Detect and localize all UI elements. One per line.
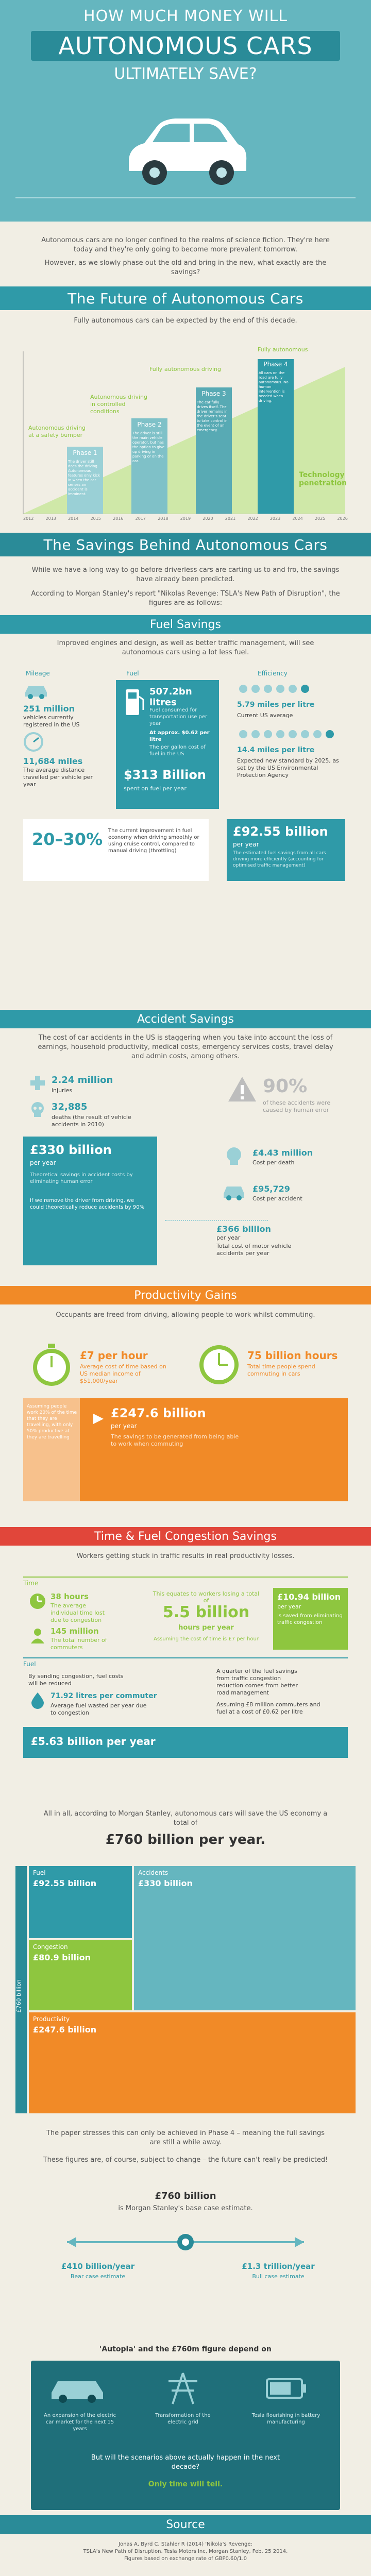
- autopia-d2: Transformation of the electric grid: [155, 2413, 211, 2425]
- year-tick: 2026: [337, 516, 348, 521]
- accident-panel: [0, 1033, 371, 1286]
- accident-r3-unit: per year: [216, 1234, 241, 1241]
- productivity-p1-value: £7 per hour: [80, 1349, 148, 1362]
- phase-4-label: Phase 4: [263, 361, 288, 368]
- year-tick: 2024: [292, 516, 303, 521]
- fuel-2-value: At approx. $0.62 per litre: [149, 730, 210, 742]
- fuel-1-value: 507.2bn litres: [149, 686, 192, 708]
- caveat-panel: [0, 2129, 371, 2345]
- estimate-scale: [62, 2227, 309, 2258]
- summary-productivity-name: Productivity: [33, 2015, 70, 2023]
- congestion-c2-value: 145 million: [50, 1626, 99, 1636]
- summary-fuel-name: Fuel: [33, 1869, 46, 1876]
- year-tick: 2025: [314, 516, 326, 521]
- caveat-paragraph-1: The paper stresses this can only be achieved in Phase 4 – meaning the full savings are still a while away.: [46, 2129, 325, 2146]
- summary-congestion-cell: [29, 1940, 132, 2010]
- fuel-3-value: $313 Billion: [124, 768, 206, 782]
- congestion-c7-desc: A quarter of the fuel savings from traffic congestion reduction comes from better road management: [216, 1668, 298, 1696]
- fuel-pct-value: 20–30%: [32, 829, 103, 849]
- eff-2-value: 14.4 miles per litre: [237, 746, 315, 754]
- productivity-p2-value: 75 billion hours: [247, 1349, 338, 1362]
- summary-congestion-value: £80.9 billion: [33, 1953, 91, 1962]
- car-small-icon: [23, 681, 49, 700]
- col-fuel: Fuel: [126, 670, 139, 677]
- source-line-2: TSLA's New Path of Disruption. Tesla Motors Inc, Morgan Stanley, Feb. 25 2014.: [83, 2549, 288, 2554]
- congestion-c6-value: 71.92 litres per commuter: [50, 1692, 157, 1700]
- eff-1-value: 5.79 miles per litre: [237, 701, 315, 709]
- caveat-base-value: £760 billion: [155, 2191, 216, 2201]
- car-icon: [119, 98, 252, 196]
- summary-fuel-cell: [29, 1866, 132, 1938]
- caveat-low-value: £410 billion/year: [61, 2262, 135, 2271]
- caveat-high-desc: Bull case estimate: [252, 2273, 305, 2280]
- behind-intro: [0, 556, 371, 615]
- congestion-c2-desc: The total number of commuters: [50, 1637, 107, 1651]
- year-tick: 2019: [180, 516, 191, 521]
- accident-r1-value: £4.43 million: [252, 1148, 313, 1158]
- fuel-total-unit: per year: [233, 841, 259, 848]
- phase-1-heading: Autonomous driving at a safety bumper: [28, 425, 86, 438]
- col-mileage: Mileage: [26, 670, 50, 677]
- accident-connector: [165, 1220, 268, 1221]
- fuel-drop-icon: [28, 1691, 47, 1709]
- year-tick: 2020: [203, 516, 213, 521]
- source-line-3: Figures based on exchange rate of GBP0.60/1.0: [124, 2556, 247, 2562]
- fuel-label: Fuel: [23, 1660, 36, 1668]
- congestion-c6-desc: Average fuel wasted per year due to congestion: [50, 1702, 147, 1716]
- congestion-intro: Workers getting stuck in traffic results in real productivity losses.: [76, 1552, 295, 1560]
- phase-2-label: Phase 2: [137, 421, 162, 428]
- caveat-high-value: £1.3 trillion/year: [242, 2262, 315, 2271]
- congestion-c3-desc: This equates to workers losing a total of: [153, 1590, 260, 1604]
- congestion-c1-desc: The average individual time lost due to congestion: [50, 1602, 105, 1623]
- phase-4-desc: All cars on the road are fully autonomous. No human intervention is needed when driving.: [259, 371, 289, 403]
- congestion-c5-desc: By sending congestion, fuel costs will be reduced: [28, 1673, 124, 1687]
- autopia-question: But will the scenarios above actually happen in the next decade?: [91, 2454, 280, 2471]
- behind-paragraph-2: According to Morgan Stanley's report "Nikolas Revenge: TSLA's New Path of Disruption", the figures are as follows:: [31, 590, 340, 607]
- summary-accidents-name: Accidents: [138, 1869, 168, 1876]
- efficiency-drops-icon-2: [237, 726, 340, 742]
- summary-total: £760 billion per year.: [105, 1832, 266, 1848]
- productivity-p1-desc: Average cost of time based on US median income of $51,000/year: [80, 1363, 166, 1384]
- warning-icon: [227, 1075, 258, 1104]
- accident-pct-value: 90%: [263, 1076, 308, 1097]
- summary-paragraph: All in all, according to Morgan Stanley, autonomous cars will save the US economy a total of: [43, 1810, 328, 1827]
- eff-2-desc: Expected new standard by 2025, as set by the US Environmental Protection Agency: [237, 757, 339, 778]
- title-line-3: ULTIMATELY SAVE?: [114, 65, 257, 83]
- year-tick: 2021: [225, 516, 236, 521]
- congestion-c3-note: Assuming the cost of time is £7 per hour: [154, 1636, 259, 1642]
- electric-car-icon: [46, 2370, 108, 2406]
- intro-paragraph-1: Autonomous cars are no longer confined to the realms of science fiction. They're here today and they're only going to become more prevalent tomorrow.: [41, 236, 330, 253]
- autopia-d1: An expansion of the electric car market for the next 15 years: [44, 2413, 116, 2432]
- skull-icon: [28, 1100, 47, 1119]
- time-divider: [23, 1577, 348, 1578]
- year-tick: 2014: [68, 516, 79, 521]
- col-efficiency: Efficiency: [258, 670, 288, 677]
- congestion-c4-unit: per year: [277, 1603, 301, 1610]
- accident-r3-value: £366 billion: [216, 1224, 271, 1234]
- caveat-base-desc: is Morgan Stanley's base case estimate.: [118, 2205, 253, 2212]
- section-title-productivity: Productivity Gains: [0, 1286, 371, 1304]
- congestion-c8-desc: Assuming £8 million commuters and fuel at a cost of £0.62 per litre: [216, 1701, 321, 1715]
- mileage-2-value: 11,684 miles: [23, 756, 83, 766]
- fuel-panel: [0, 639, 371, 1010]
- fuel-1-desc: Fuel consumed for transportation use per year: [149, 707, 208, 726]
- congestion-c1-value: 38 hours: [50, 1592, 89, 1601]
- future-subtitle: Fully autonomous cars can be expected by the end of this decade.: [74, 317, 297, 325]
- behind-paragraph-1: While we have a long way to go before driverless cars are carting us to and fro, the savings have already been predicted.: [31, 566, 340, 583]
- power-grid-icon: [157, 2370, 209, 2406]
- phase-3-heading: Fully autonomous driving: [149, 366, 221, 372]
- section-title-congestion: Time & Fuel Congestion Savings: [0, 1527, 371, 1546]
- congestion-c3-unit: hours per year: [178, 1624, 234, 1632]
- phase-2-heading: Autonomous driving in controlled conditions: [90, 394, 147, 415]
- productivity-total-value: £247.6 billion: [111, 1406, 206, 1420]
- section-title-accident: Accident Savings: [0, 1010, 371, 1028]
- source-panel: [0, 2541, 371, 2576]
- summary-fuel-value: £92.55 billion: [33, 1878, 97, 1888]
- accident-r3-desc: Total cost of motor vehicle accidents per year: [216, 1243, 292, 1257]
- header: [0, 0, 371, 222]
- fuel-total-value: £92.55 billion: [233, 824, 328, 839]
- autopia-answer: Only time will tell.: [148, 2480, 223, 2488]
- fuel-intro: Improved engines and design, as well as better traffic management, will see autonomous cars using a lot less fuel.: [57, 639, 314, 656]
- year-tick: 2013: [45, 516, 56, 521]
- year-tick: 2018: [158, 516, 168, 521]
- phase-1-desc: The driver still does the driving. Autonomous features only kick in when the car senses an accident is imminent.: [68, 460, 100, 496]
- time-label: Time: [23, 1580, 39, 1587]
- accident-left-desc-2: If we remove the driver from driving, we could theoretically reduce accidents by 90%: [30, 1198, 145, 1210]
- year-tick: 2012: [23, 516, 34, 521]
- road-line: [15, 197, 356, 198]
- death-cost-icon: [222, 1144, 246, 1169]
- mileage-1-value: 251 million: [23, 704, 75, 714]
- source-line-1: Jonas A, Byrd C, Stahler R (2014) 'Nikola's Revenge:: [119, 2541, 252, 2547]
- tech-penetration-label: Technology penetration: [299, 471, 347, 487]
- efficiency-drops-icon: [237, 681, 340, 697]
- injury-icon: [28, 1074, 47, 1092]
- summary-panel: [0, 1809, 371, 2129]
- productivity-p2-desc: Total time people spend commuting in cars: [247, 1363, 315, 1377]
- accident-injuries-value: 2.24 million: [52, 1075, 113, 1086]
- congestion-c4-value: £10.94 billion: [277, 1592, 341, 1602]
- intro: [0, 222, 371, 286]
- clock-icon: [196, 1342, 242, 1388]
- caveat-low-desc: Bear case estimate: [70, 2273, 126, 2280]
- productivity-note: Assuming people work 20% of the time that they are travelling, with only 50% productive at they are travelling: [27, 1404, 77, 1440]
- mileage-1-desc: vehicles currently registered in the US: [23, 714, 80, 728]
- autopia-heading: 'Autopia' and the £760m figure depend on: [99, 2345, 272, 2353]
- future-chart: [0, 316, 371, 533]
- fuel-3-desc: spent on fuel per year: [124, 785, 187, 792]
- autopia-panel: [0, 2345, 371, 2515]
- mileage-2-desc: The average distance travelled per vehicle per year: [23, 767, 93, 788]
- accident-intro: The cost of car accidents in the US is staggering when you take into account the loss of earnings, household productivity, medical costs, emergency services costs, travel delay and admin costs, among others.: [38, 1034, 333, 1060]
- battery-icon: [263, 2370, 309, 2406]
- productivity-total-unit: per year: [111, 1422, 137, 1430]
- accident-left-unit: per year: [30, 1159, 56, 1166]
- accident-left-value: £330 billion: [30, 1143, 112, 1157]
- summary-accidents-value: £330 billion: [138, 1878, 193, 1888]
- accident-left-desc-1: Theoretical savings in accident costs by eliminating human error: [30, 1172, 133, 1184]
- accident-deaths-value: 32,885: [52, 1101, 88, 1112]
- congestion-c4-desc: Is saved from eliminating traffic congestion: [277, 1613, 343, 1625]
- accident-r2-value: £95,729: [252, 1184, 290, 1194]
- year-axis: [23, 516, 348, 521]
- title-line-1: HOW MUCH MONEY WILL: [83, 7, 288, 25]
- intro-paragraph-2: However, as we slowly phase out the old and bring in the new, what exactly are the savings?: [44, 259, 327, 276]
- eff-1-desc: Current US average: [237, 712, 293, 719]
- phase-3-label: Phase 3: [201, 390, 226, 397]
- year-tick: 2015: [90, 516, 101, 521]
- title-line-2: AUTONOMOUS CARS: [31, 31, 340, 61]
- accident-r1-desc: Cost per death: [252, 1159, 295, 1166]
- autopia-d3: Tesla flourishing in battery manufacturing: [251, 2413, 321, 2425]
- stopwatch-icon: [28, 1342, 75, 1388]
- section-title-future: The Future of Autonomous Cars: [0, 286, 371, 310]
- accident-deaths-desc: deaths (the result of vehicle accidents in 2010): [52, 1114, 131, 1128]
- crash-car-icon: [222, 1180, 246, 1201]
- congestion-panel: [0, 1552, 371, 1809]
- fuel-pump-icon: [124, 686, 146, 717]
- phase-4-heading: Fully autonomous: [258, 346, 308, 353]
- productivity-panel: [0, 1311, 371, 1527]
- accident-r2-desc: Cost per accident: [252, 1195, 302, 1202]
- year-tick: 2022: [247, 516, 258, 521]
- summary-productivity-value: £247.6 billion: [33, 2025, 97, 2035]
- section-title-fuel: Fuel Savings: [0, 615, 371, 634]
- productivity-intro: Occupants are freed from driving, allowing people to work whilst commuting.: [56, 1311, 315, 1319]
- arrow-right-icon: [90, 1409, 111, 1429]
- year-tick: 2016: [113, 516, 124, 521]
- phase-1-label: Phase 1: [73, 449, 97, 456]
- fuel-divider: [23, 1657, 348, 1658]
- fuel-2-desc: The per gallon cost of fuel in the US: [149, 744, 206, 757]
- section-title-behind: The Savings Behind Autonomous Cars: [0, 533, 371, 556]
- summary-side-label: £760 billion: [15, 1979, 22, 2013]
- fuel-total-desc: The estimated fuel savings from all cars driving more efficiently (accounting for optimised traffic management): [233, 851, 326, 868]
- fuel-pct-desc: The current improvement in fuel economy when driving smoothly or using cruise control, compared to manual driving (throttling): [108, 828, 199, 854]
- section-title-source: Source: [0, 2515, 371, 2534]
- phase-3-desc: The car fully drives itself. The driver remains in the driver's seat to take control in the event of an emergency.: [197, 400, 228, 432]
- summary-congestion-name: Congestion: [33, 1943, 68, 1951]
- productivity-total-desc: The savings to be generated from being able to work when commuting: [111, 1433, 239, 1447]
- year-tick: 2023: [269, 516, 281, 521]
- accident-injuries-desc: injuries: [52, 1087, 73, 1094]
- phase-2-desc: The driver is still the main vehicle operator, but has the option to give up driving in parking or on the car.: [132, 431, 165, 463]
- commuters-icon: [28, 1626, 47, 1645]
- caveat-paragraph-2: These figures are, of course, subject to change – the future can't really be predicted!: [43, 2156, 328, 2164]
- time-clock-icon: [28, 1592, 47, 1611]
- congestion-c9-value: £5.63 billion per year: [31, 1735, 156, 1748]
- congestion-c3-value: 5.5 billion: [162, 1603, 250, 1621]
- accident-pct-desc: of these accidents were caused by human error: [263, 1099, 331, 1113]
- odometer-icon: [23, 732, 44, 752]
- year-tick: 2017: [135, 516, 146, 521]
